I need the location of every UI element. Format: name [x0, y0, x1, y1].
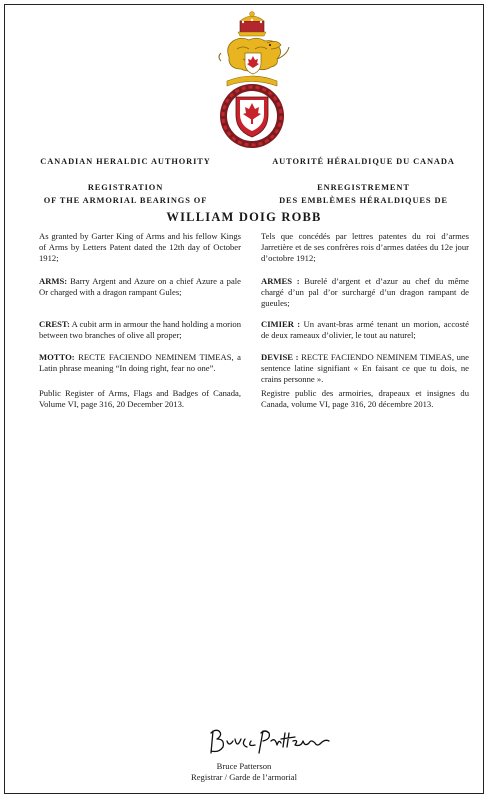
authority-title-fr: AUTORITÉ HÉRALDIQUE DU CANADA [272, 157, 455, 166]
arms-label-fr: ARMES : [261, 276, 300, 286]
heraldic-authority-emblem [207, 9, 297, 151]
crest-label-en: CREST: [39, 319, 70, 329]
motto-paragraph-fr [261, 352, 469, 385]
english-header [13, 155, 238, 207]
handwritten-signature [205, 725, 335, 761]
crest-paragraph-fr [261, 319, 469, 341]
motto-label-fr: DEVISE : [261, 352, 299, 362]
motto-label-en: MOTTO: [39, 352, 75, 362]
grant-text-en: As granted by Garter King of Arms and his fellow Kings of Arms by Letters Patent dated the 12th day of October 1912; [39, 231, 241, 263]
arms-paragraph-fr [261, 276, 469, 309]
recipient-name: WILLIAM DOIG ROBB [166, 210, 322, 224]
armorial-line-fr: DES EMBLÈMES HÉRALDIQUES DE [279, 196, 448, 205]
registration-line-en: REGISTRATION [87, 183, 164, 192]
motto-text-en: RECTE FACIENDO NEMINEM TIMEAS, a Latin phrase meaning “In doing right, fear no one”. [39, 352, 241, 373]
crest-paragraph-en [39, 319, 241, 341]
signatory-title: Registrar / Garde de l’armorial [191, 772, 297, 782]
registration-line-fr: ENREGISTREMENT [317, 183, 410, 192]
motto-paragraph-en [39, 352, 241, 374]
register-text-en: Public Register of Arms, Flags and Badges of Canada, Volume VI, page 316, 20 December 2013. [39, 388, 241, 409]
signatory-name: Bruce Patterson [216, 761, 272, 771]
register-text-fr: Registre public des armoiries, drapeaux et insignes du Canada, volume VI, page 316, 20 décembre 2013. [261, 388, 469, 409]
crown-icon [238, 11, 266, 36]
motto-text-fr: RECTE FACIENDO NEMINEM TIMEAS, une sentence latine signifiant « En faisant ce que tu dois, ne crains personne ». [261, 352, 469, 384]
grant-text-fr: Tels que concédés par lettres patentes du roi d’armes Jarretière et de ses confrères rois d’armes datées du 12e jour d’octobre 1912; [261, 231, 469, 263]
arms-text-en: Barry Argent and Azure on a chief Azure a pale Or charged with a dragon rampant Gules; [39, 276, 241, 297]
armorial-line-en: OF THE ARMORIAL BEARINGS OF [43, 196, 208, 205]
authority-title-en: CANADIAN HERALDIC AUTHORITY [40, 157, 211, 166]
crest-label-fr: CIMIER : [261, 319, 301, 329]
arms-label-en: ARMS: [39, 276, 68, 286]
crest-text-fr: Un avant-bras armé tenant un morion, accosté de deux rameaux d’olivier, le tout au naturel; [261, 319, 469, 340]
document-page [4, 4, 484, 794]
french-header [251, 155, 476, 207]
arms-paragraph-en [39, 276, 241, 298]
crest-text-en: A cubit arm in armour the hand holding a morion between two branches of olive all proper; [39, 319, 241, 340]
arms-text-fr: Burelé d’argent et d’azur au chef du même chargé d’un pal d’or surchargé d’un dragon rampant de gueules; [261, 276, 469, 308]
